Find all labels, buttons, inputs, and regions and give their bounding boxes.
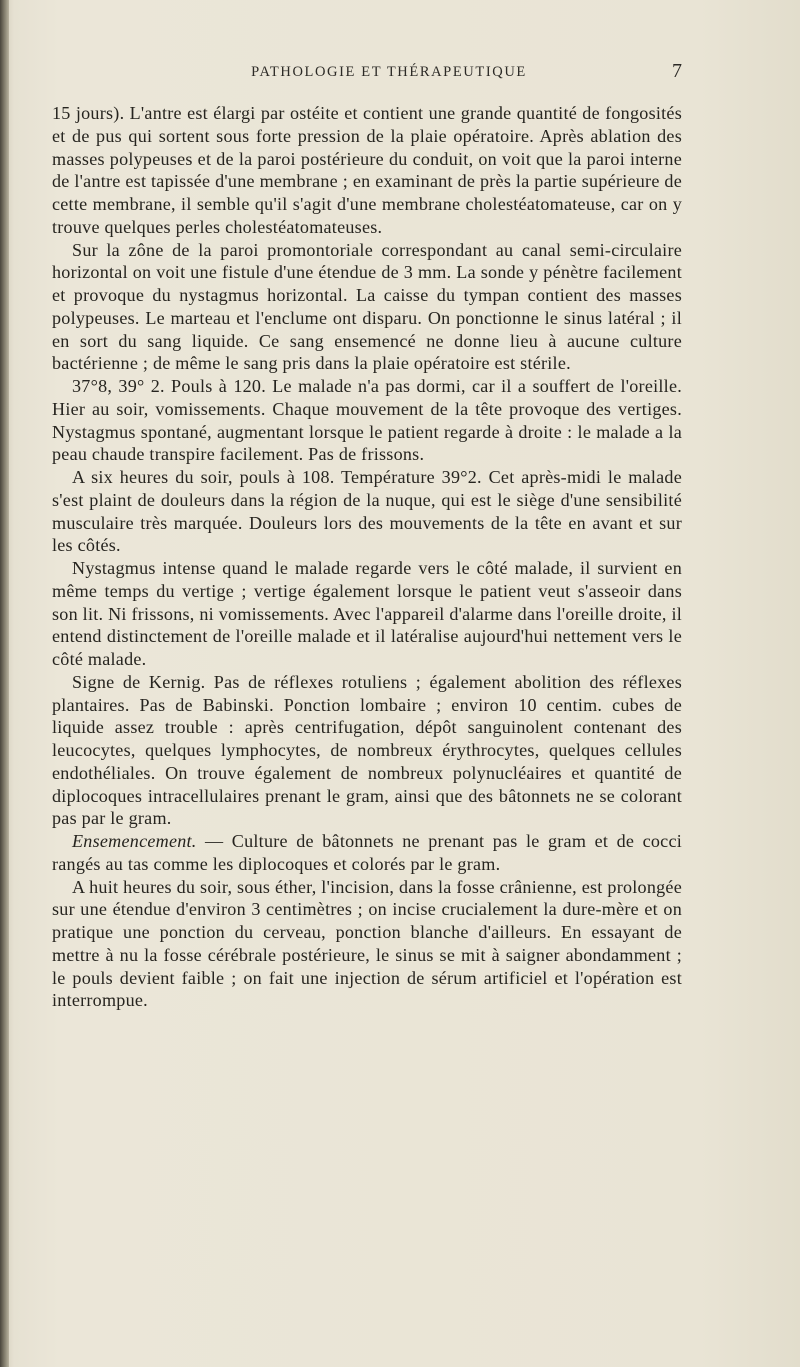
page-number: 7 [672,60,682,82]
culture-text: — Culture de bâtonnets ne prenant pas le gram et de cocci rangés au tas comme les diplocoques et colorés par le gram. [52,831,682,874]
paragraph-8: A huit heures du soir, sous éther, l'incision, dans la fosse crânienne, est prolongée sur une étendue d'environ 3 centimètres ; on incise crucialement la dure-mère et on pratique une ponction du cerveau, ponction blanche d'ailleurs. En essayant de mettre à nu la fosse cérébrale postérieure, le sinus se mit à saigner abondamment ; le pouls devient faible ; on fait une injection de sérum artificiel et l'opération est interrompue. [52,876,682,1011]
paragraph-3: 37°8, 39° 2. Pouls à 120. Le malade n'a pas dormi, car il a souffert de l'oreille. Hier au soir, vomissements. Chaque mouvement de la tête provoque des vertiges. Nystagmus spontané, augmentant lorsque le patient regarde à droite : le malade a la peau chaude transpire facilement. Pas de frissons. [52,376,682,465]
book-binding-edge [0,0,9,1367]
body-text [52,102,682,1012]
paragraph-6: Signe de Kernig. Pas de réflexes rotuliens ; également abolition des réflexes plantaires. Pas de Babinski. Ponction lombaire ; environ 10 centim. cubes de liquide assez trouble : après centrifugation, dépôt sanguinolent contenant des leucocytes, quelques lymphocytes, de nombreux érythrocytes, quelques cellules endothéliales. On trouve également de nombreux polynucléaires et quantité de diplocoques intracellulaires prenant le gram, ainsi que des bâtonnets ne se colorant pas par le gram. [52,671,682,829]
running-title: PATHOLOGIE ET THÉRAPEUTIQUE [251,64,527,80]
culture-label: Ensemencement. [72,831,197,851]
paragraph-2: Sur la zône de la paroi promontoriale correspondant au canal semi-circulaire horizontal on voit une fistule d'une étendue de 3 mm. La sonde y pénètre facilement et provoque du nystagmus horizontal. La caisse du tympan contient des masses polypeuses. Le marteau et l'enclume ont disparu. On ponctionne le sinus latéral ; il en sort du sang liquide. Ce sang ensemencé ne donne lieu à aucune culture bactérienne ; de même le sang pris dans la plaie opératoire est stérile. [52,239,682,374]
paragraph-culture [52,830,682,876]
paragraph-4: A six heures du soir, pouls à 108. Température 39°2. Cet après-midi le malade s'est plaint de douleurs dans la région de la nuque, qui est le siège d'une sensibilité musculaire très marquée. Douleurs lors des mouvements de la tête en avant et sur les côtés. [52,467,682,556]
paragraph-1: 15 jours). L'antre est élargi par ostéite et contient une grande quantité de fongosités et de pus qui sortent sous forte pression de la plaie opératoire. Après ablation des masses polypeuses et de la paroi postérieure du conduit, on voit que la paroi interne de l'antre est tapissée d'une membrane ; en examinant de près la partie supérieure de cette membrane, il semble qu'il s'agit d'une membrane cholestéatomateuse, car on y trouve quelques perles cholestéatomateuses. [52,103,682,237]
paragraph-5: Nystagmus intense quand le malade regarde vers le côté malade, il survient en même temps du vertige ; vertige également lorsque le patient veut s'asseoir dans son lit. Ni frissons, ni vomissements. Avec l'appareil d'alarme dans l'oreille droite, il entend distinctement de l'oreille malade et il latéralise aujourd'hui nettement vers le côté malade. [52,558,682,669]
page-header [52,60,682,90]
